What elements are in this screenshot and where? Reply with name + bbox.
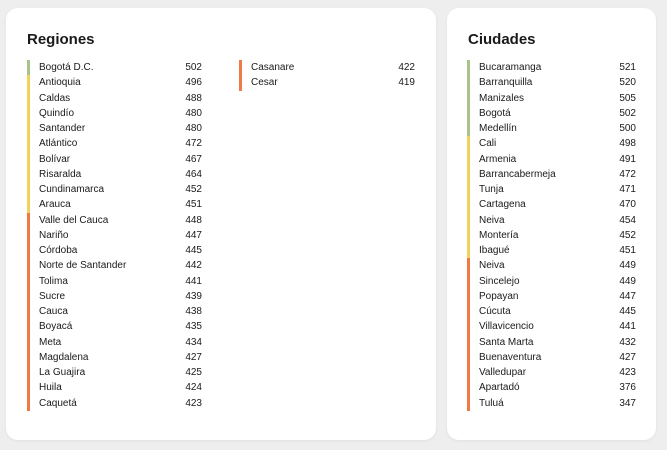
city-row <box>467 91 636 106</box>
city-row <box>467 289 636 304</box>
item-name: Antioquia <box>39 77 81 89</box>
region-row <box>27 182 202 197</box>
item-name: Popayan <box>479 290 519 302</box>
item-score: 491 <box>619 153 636 165</box>
item-name: Boyacá <box>39 321 73 333</box>
item-score: 423 <box>619 367 636 378</box>
city-row <box>467 396 636 411</box>
item-score: 452 <box>619 229 636 241</box>
item-score: 521 <box>619 62 636 73</box>
item-name: Cali <box>479 138 497 150</box>
region-row <box>27 60 202 75</box>
item-score: 467 <box>185 153 202 165</box>
item-name: Arauca <box>39 199 71 211</box>
item-score: 434 <box>185 336 202 348</box>
city-row <box>467 167 636 182</box>
region-row <box>27 106 202 121</box>
item-name: Sincelejo <box>479 275 520 287</box>
item-name: Manizales <box>479 92 525 104</box>
item-name: Neiva <box>479 214 505 226</box>
city-row <box>467 365 636 380</box>
city-row <box>467 136 636 151</box>
item-name: Barranquilla <box>479 77 533 89</box>
item-score: 347 <box>619 397 636 409</box>
item-name: Tunja <box>479 184 504 195</box>
item-name: Nariño <box>39 229 69 241</box>
item-name: Montería <box>479 229 519 241</box>
item-score: 454 <box>619 214 636 226</box>
region-row <box>27 75 202 90</box>
region-row <box>27 335 202 350</box>
city-row <box>467 75 636 90</box>
item-score: 472 <box>185 138 202 150</box>
cities-card <box>447 8 656 440</box>
item-score: 488 <box>185 92 202 104</box>
region-row <box>27 289 202 304</box>
item-score: 505 <box>619 92 636 104</box>
city-row <box>467 304 636 319</box>
item-name: Buenaventura <box>479 351 542 363</box>
item-score: 449 <box>619 260 636 272</box>
item-score: 502 <box>619 107 636 119</box>
item-name: Bogotá D.C. <box>39 62 94 73</box>
item-name: Armenia <box>479 153 517 165</box>
item-name: Córdoba <box>39 245 78 256</box>
city-row <box>467 182 636 197</box>
region-row <box>27 380 202 395</box>
item-score: 496 <box>185 77 202 89</box>
item-name: Risaralda <box>39 168 82 180</box>
item-score: 423 <box>185 397 202 409</box>
item-score: 520 <box>619 77 636 89</box>
item-score: 438 <box>185 306 202 317</box>
item-score: 498 <box>619 138 636 150</box>
region-row <box>27 258 202 273</box>
city-row <box>467 258 636 273</box>
item-score: 442 <box>185 260 202 272</box>
region-row <box>27 396 202 411</box>
item-name: Huila <box>39 382 62 394</box>
item-score: 448 <box>185 214 202 226</box>
city-row <box>467 106 636 121</box>
region-row <box>239 75 415 90</box>
item-name: Caldas <box>39 92 71 104</box>
item-name: Atlántico <box>39 138 78 150</box>
item-score: 502 <box>185 62 202 73</box>
city-row <box>467 274 636 289</box>
item-score: 451 <box>185 199 202 211</box>
item-score: 376 <box>619 382 636 394</box>
city-row <box>467 380 636 395</box>
region-row <box>27 197 202 212</box>
item-score: 447 <box>185 229 202 241</box>
region-row <box>27 91 202 106</box>
item-score: 432 <box>619 336 636 348</box>
item-name: Cesar <box>251 77 278 89</box>
item-score: 500 <box>619 123 636 134</box>
item-score: 441 <box>185 275 202 287</box>
city-row <box>467 228 636 243</box>
item-name: Ibagué <box>479 245 510 256</box>
region-row <box>27 213 202 228</box>
region-row <box>27 274 202 289</box>
item-name: Valle del Cauca <box>39 214 109 226</box>
item-name: Meta <box>39 336 62 348</box>
region-row <box>27 350 202 365</box>
city-row <box>467 335 636 350</box>
item-name: Barrancabermeja <box>479 168 556 180</box>
item-name: Bogotá <box>479 107 511 119</box>
city-row <box>467 121 636 136</box>
city-row <box>467 243 636 258</box>
item-name: Bucaramanga <box>479 62 542 73</box>
item-score: 427 <box>619 351 636 363</box>
item-name: Tolima <box>39 275 68 287</box>
item-score: 471 <box>619 184 636 195</box>
item-score: 452 <box>185 184 202 195</box>
region-row <box>27 228 202 243</box>
region-row <box>27 365 202 380</box>
region-row <box>27 121 202 136</box>
item-name: Quindío <box>39 107 75 119</box>
item-name: Caquetá <box>39 397 77 409</box>
region-row <box>27 319 202 334</box>
item-score: 480 <box>185 123 202 134</box>
item-score: 447 <box>619 290 636 302</box>
item-name: Sucre <box>39 290 66 302</box>
item-name: Casanare <box>251 62 295 73</box>
item-score: 424 <box>185 382 202 394</box>
item-name: Cundinamarca <box>39 184 105 195</box>
item-score: 425 <box>185 367 202 378</box>
item-name: Villavicencio <box>479 321 534 333</box>
item-name: Medellín <box>479 123 517 134</box>
regions-list-column-2 <box>239 60 415 91</box>
city-row <box>467 197 636 212</box>
item-name: Cauca <box>39 306 68 317</box>
city-row <box>467 213 636 228</box>
item-name: Santander <box>39 123 86 134</box>
item-score: 439 <box>185 290 202 302</box>
item-score: 470 <box>619 199 636 211</box>
item-score: 480 <box>185 107 202 119</box>
item-name: Cúcuta <box>479 306 511 317</box>
item-name: Apartadó <box>479 382 520 394</box>
item-name: Valledupar <box>479 367 527 378</box>
item-name: Magdalena <box>39 351 89 363</box>
item-score: 441 <box>619 321 636 333</box>
item-score: 445 <box>619 306 636 317</box>
region-row <box>27 136 202 151</box>
item-score: 419 <box>398 77 415 89</box>
region-row <box>239 60 415 75</box>
item-score: 449 <box>619 275 636 287</box>
region-row <box>27 167 202 182</box>
city-row <box>467 350 636 365</box>
item-name: Neiva <box>479 260 505 272</box>
item-score: 472 <box>619 168 636 180</box>
item-score: 435 <box>185 321 202 333</box>
item-score: 445 <box>185 245 202 256</box>
region-row <box>27 243 202 258</box>
region-row <box>27 152 202 167</box>
region-row <box>27 304 202 319</box>
item-name: Bolívar <box>39 153 71 165</box>
item-score: 464 <box>185 168 202 180</box>
cities-title: Ciudades <box>468 31 536 48</box>
city-row <box>467 152 636 167</box>
regions-card <box>6 8 436 440</box>
item-name: La Guajira <box>39 367 86 378</box>
regions-list-column-1 <box>27 60 202 411</box>
item-name: Tuluá <box>479 397 504 409</box>
item-score: 422 <box>398 62 415 73</box>
city-row <box>467 319 636 334</box>
item-name: Norte de Santander <box>39 260 127 272</box>
cities-list <box>467 60 636 411</box>
item-score: 451 <box>619 245 636 256</box>
item-name: Santa Marta <box>479 336 534 348</box>
item-name: Cartagena <box>479 199 526 211</box>
item-score: 427 <box>185 351 202 363</box>
regions-title: Regiones <box>27 31 95 48</box>
city-row <box>467 60 636 75</box>
